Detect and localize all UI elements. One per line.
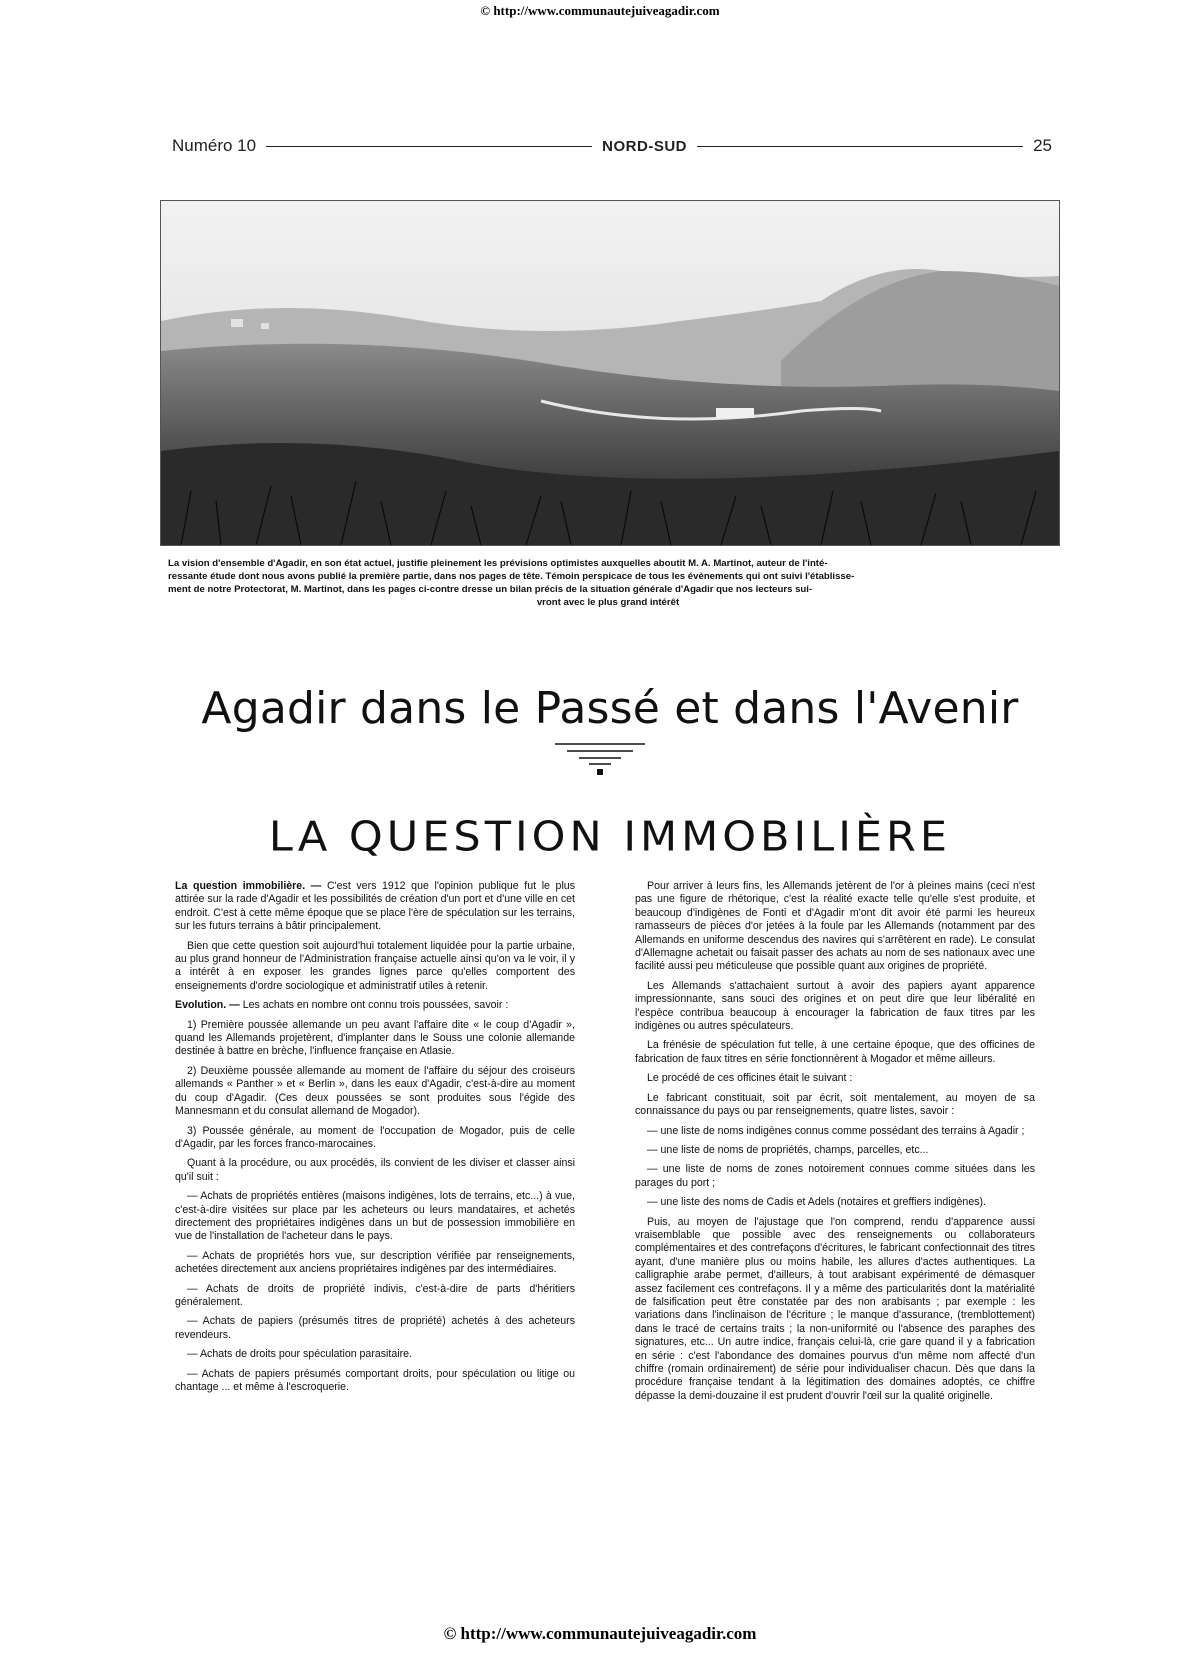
photo-caption xyxy=(168,557,1048,609)
issue-number: Numéro 10 xyxy=(172,136,257,155)
paragraph: Les Allemands s'attachaient surtout à avoir des papiers ayant apparence impressionnante, sans souci des origines et on peut dire que leur libéralité en l'espèce contribua beaucoup à encourager la fabrication de faux titres par les indigènes ou autres spéculateurs. xyxy=(635,979,1035,1033)
landscape-photo xyxy=(160,200,1060,546)
paragraph: — une liste de noms de propriétés, champs, parcelles, etc... xyxy=(647,1143,929,1156)
paragraph: — Achats de droits pour spéculation parasitaire. xyxy=(187,1348,412,1361)
running-head xyxy=(172,135,1052,157)
left-column xyxy=(175,880,575,1400)
paragraph: Le fabricant constituait, soit par écrit, soit mentalement, au moyen de sa connaissance du pays ou par renseignements, quatre listes, savoir : xyxy=(635,1091,1035,1118)
paragraph: — une liste des noms de Cadis et Adels (notaires et greffiers indigènes). xyxy=(647,1196,986,1209)
watermark-top: © http://www.communautejuiveagadir.com xyxy=(480,3,720,18)
caption-line: La vision d'ensemble d'Agadir, en son état actuel, justifie pleinement les prévisions optimistes auxquelles aboutit M. A. Martinot, auteur de l'inté- xyxy=(168,558,828,569)
header-rule-left xyxy=(266,146,592,147)
paragraph: Bien que cette question soit aujourd'hui totalement liquidée pour la partie urbaine, au plus grand honneur de l'Administration française actuelle ainsi qu'on va le voir, il y a intérêt à en exposer les grandes lignes parce qu'elles comportent des enseignements d'ordre sociologique et administratif utiles à retenir. xyxy=(175,939,575,992)
caption-line: ressante étude dont nous avons publié la première partie, dans nos pages de tête. Témoin perspicace de tous les évènements qui ont suivi l'établisse- xyxy=(168,571,855,582)
paragraph: Quant à la procédure, ou aux procédés, ils convient de les diviser et classer ainsi qu'il suit : xyxy=(175,1157,575,1183)
paragraph: — Achats de papiers (présumés titres de propriété) achetés à des acheteurs revendeurs. xyxy=(175,1315,575,1341)
paragraph: — Achats de propriétés hors vue, sur description vérifiée par renseignements, achetées directement aux anciens propriétaires indigènes par des intermédiaires. xyxy=(175,1249,575,1276)
paragraph: Le procédé de ces officines était le suivant : xyxy=(647,1072,853,1085)
paragraph: — une liste de noms de zones notoirement connues comme situées dans les parages du port ; xyxy=(635,1163,1035,1189)
paragraph: — Achats de droits de propriété indivis, c'est-à-dire de parts d'héritiers généralement. xyxy=(175,1282,575,1308)
caption-line: ment de notre Protectorat, M. Martinot, dans les pages ci-contre dresse un bilan précis de la situation générale d'Agadir que nos lecteurs sui- xyxy=(168,584,813,595)
header-rule-right xyxy=(697,146,1023,147)
paragraph: Evolution. — Les achats en nombre ont connu trois poussées, savoir : xyxy=(175,999,509,1012)
paragraph: 3) Poussée générale, au moment de l'occupation de Mogador, puis de celle d'Agadir, par les forces franco-marocaines. xyxy=(175,1124,575,1150)
article-subtitle: LA QUESTION IMMOBILIÈRE xyxy=(268,813,952,861)
right-column xyxy=(635,880,1035,1409)
title-ornament xyxy=(555,742,645,783)
paragraph: 2) Deuxième poussée allemande au moment de l'affaire du séjour des croiseurs allemands « Panther » et « Berlin », dans les eaux d'Agadir, c'est-à-dire au moment du coup d'Agadir. (Ces deux poussées se sont produites sous l'égide des Mannesmann et du consulat allemand de Mogador). xyxy=(175,1064,575,1118)
watermark-bottom: © http://www.communautejuiveagadir.com xyxy=(443,1624,757,1643)
paragraph: — une liste de noms indigènes connus comme possédant des terrains à Agadir ; xyxy=(647,1124,1025,1137)
page-number: 25 xyxy=(1033,136,1052,155)
paragraph: 1) Première poussée allemande un peu avant l'affaire dite « le coup d'Agadir », quand les Allemands projetèrent, d'implanter dans le Souss une colonie allemande destinée à battre en brèche, l'influence française en Atlasie. xyxy=(175,1018,575,1058)
paragraph: La question immobilière. — C'est vers 1912 que l'opinion publique fut le plus attirée sur la rade d'Agadir et les possibilités de création d'un port et d'une ville en cet endroit. C'est à cette même époque que se place l'ère de spéculation sur les terrains, sur les futurs terrains à bâtir principalement. xyxy=(175,880,575,933)
journal-name: NORD-SUD xyxy=(602,137,688,155)
caption-line: vront avec le plus grand intérêt xyxy=(536,597,680,608)
paragraph: — Achats de propriétés entières (maisons indigènes, lots de terrains, etc...) à vue, c'est-à-dire visitées sur place par les acheteurs ou leurs mandataires, et achetés directement des propriétaires indigènes dans un but de possession immobilière en vue de l'installation de l'acheteur dans le pays. xyxy=(175,1190,575,1243)
article-title: Agadir dans le Passé et dans l'Avenir xyxy=(201,683,1019,734)
paragraph: — Achats de papiers présumés comportant droits, pour spéculation ou litige ou chantage ... et même à l'escroquerie. xyxy=(175,1367,575,1393)
paragraph: La frénésie de spéculation fut telle, à une certaine époque, que des officines de fabrication de faux titres en série fonctionnèrent à Mogador et même ailleurs. xyxy=(635,1039,1035,1065)
paragraph: Puis, au moyen de l'ajustage que l'on comprend, rendu d'apparence aussi vraisemblable que possible avec des renseignements ou collaborateurs complémentaires et des contrefaçons d'écritures, le fabricant confectionnait des titres ayant, d'une manière plus ou moins habile, les allures d'actes authentiques. La calligraphie arabe permet, d'ailleurs, à tout arabisant expérimenté de démasquer assez facilement ces contrefaçons. Il y a même des particularités dont la matérialité de falsification peut être constatée par des non arabisants ; par exemple : les variations dans l'inclinaison de l'écriture ; le manque d'assurance, (tremblottement) dans le tracé de certains traits ; la non-uniformité ou l'absence des paraphes des signatures, etc... Un autre indice, français celui-là, crie gare quand il y a fabrication en série : c'est l'abondance des domaines pourvus d'un même nom affecté d'un chiffre (romain ordinairement) de série pour individualiser chacun. Dès que dans la procédure française tendant à la légitimation des domaines adoptés, ce chiffre dépasse la demi-douzaine il est prudent d'ouvrir l'œil sur la qualité originelle. xyxy=(635,1215,1035,1402)
paragraph: Pour arriver à leurs fins, les Allemands jetèrent de l'or à pleines mains (ceci n'est pas une figure de rhétorique, c'est la réalité exacte telle qu'elle s'est produite, et beaucoup d'indigènes de Fonti et d'Agadir m'ont dit avoir été parmi les heureux ramasseurs de pièces d'or jetées à la foule par les Allemands (notamment par des Allemands en uniforme descendus des navires qui s'arrêtèrent en rade). Le consulat d'Allemagne achetait ou faisait passer des achats au nom de ses nationaux avec une facilité aussi peu méticuleuse que possible quant aux origines de propriété. xyxy=(635,880,1035,973)
